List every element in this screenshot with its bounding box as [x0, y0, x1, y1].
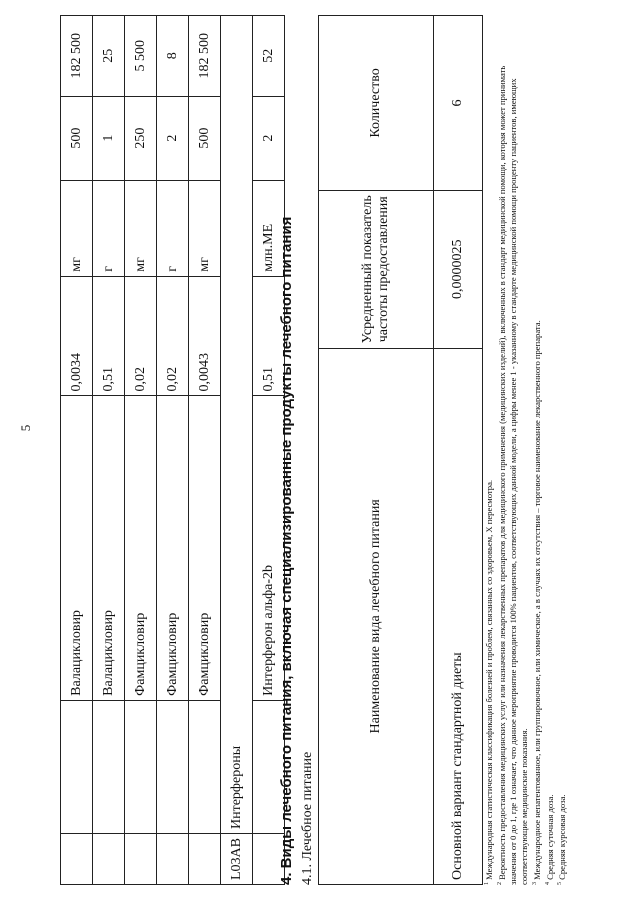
group-cell: [189, 700, 221, 833]
sod-cell: 500: [61, 96, 93, 180]
sod-cell: 500: [189, 96, 221, 180]
atc-code-cell: [157, 834, 189, 885]
atc-code-cell: [189, 834, 221, 885]
page-number: 5: [18, 424, 33, 432]
rotated-content: [60, 15, 620, 885]
sod-cell: 250: [125, 96, 157, 180]
frequency-cell: 0,0043: [189, 276, 221, 396]
footnote: [482, 35, 495, 885]
table-row: [189, 16, 221, 885]
table-row: [157, 16, 189, 885]
footnote-text: Вероятность предоставления медицинских услуг или назначения лекарственных препаратов для медицинского применения (медицинских изделий), включенных в стандарт медицинской помощи, которая может принимать значения от 0 до 1, где 1 означает, что данное мероприятие проводится 100% пациентов, соответствующих данной модели, а цифры менее 1 - указанному в стандарте медицинской помощи проценту пациентов, имеющих соответствующие медицинские показания.: [496, 65, 529, 885]
footnote: [495, 35, 530, 885]
table-row: [61, 16, 93, 885]
skd-cell: 182 500: [189, 16, 221, 97]
drug-table: [60, 15, 285, 885]
drug-name-cell: Валацикловир: [61, 396, 93, 700]
sod-cell: 2: [157, 96, 189, 180]
skd-cell: 5 500: [125, 16, 157, 97]
diet-name-header: Наименование вида лечебного питания: [319, 348, 434, 884]
sod-cell: 1: [93, 96, 125, 180]
diet-quantity-header: Количество: [319, 16, 434, 191]
group-cell: [61, 700, 93, 833]
drug-name-cell: Фамцикловир: [189, 396, 221, 700]
footnote: [530, 35, 543, 885]
group-cell: [157, 700, 189, 833]
group-cell: [93, 700, 125, 833]
unit-cell: млн.МЕ: [253, 180, 285, 276]
footnote-text: Международное непатентованное, или группировочное, или химическое, а в случаях их отсутствия – торговое наименование лекарственного препарата.: [531, 320, 542, 880]
footnote-text: Средняя суточная доза.: [544, 794, 555, 880]
unit-cell: г: [93, 180, 125, 276]
sod-cell: 2: [253, 96, 285, 180]
atc-code-cell: [125, 834, 157, 885]
footnote-mark: 4: [544, 882, 551, 885]
frequency-cell: 0,0034: [61, 276, 93, 396]
footnote-text: Международная статистическая классификация болезней и проблем, связанных со здоровьем, X пересмотра.: [483, 479, 494, 880]
drug-name-cell: Фамцикловир: [125, 396, 157, 700]
table-row-group: [221, 16, 253, 885]
frequency-cell: 0,51: [93, 276, 125, 396]
skd-cell: 52: [253, 16, 285, 97]
footnote-mark: 1: [484, 882, 490, 885]
unit-cell: мг: [125, 180, 157, 276]
table-row: [434, 16, 483, 885]
diet-quantity-cell: 6: [434, 16, 483, 191]
diet-frequency-header: Усредненный показатель частоты предоставления: [319, 190, 434, 348]
unit-cell: г: [157, 180, 189, 276]
unit-cell: мг: [189, 180, 221, 276]
footnote-mark: 2: [496, 882, 503, 885]
unit-cell: мг: [61, 180, 93, 276]
skd-cell: 25: [93, 16, 125, 97]
frequency-cell: 0,02: [157, 276, 189, 396]
frequency-cell: 0,02: [125, 276, 157, 396]
footnote-mark: 5: [557, 882, 564, 885]
frequency-cell: 0,51: [253, 276, 285, 396]
atc-code-cell: L03AB: [221, 834, 253, 885]
footnote-text: Средняя курсовая доза.: [557, 794, 568, 880]
footnote: [543, 35, 556, 885]
group-cell: Интерфероны: [221, 16, 253, 834]
drug-name-cell: Интерферон альфа-2b: [253, 396, 285, 700]
skd-cell: 182 500: [61, 16, 93, 97]
atc-code-cell: [93, 834, 125, 885]
diet-table-header: [319, 16, 434, 885]
footnotes: [482, 35, 568, 885]
footnote: [555, 35, 568, 885]
diet-name-cell: Основной вариант стандартной диеты: [434, 348, 483, 884]
section-title: 4. Виды лечебного питания, включая специализированные продукты лечебного питания: [278, 216, 295, 885]
drug-name-cell: Валацикловир: [93, 396, 125, 700]
table-row: [93, 16, 125, 885]
diet-frequency-cell: 0,0000025: [434, 190, 483, 348]
atc-code-cell: [61, 834, 93, 885]
diet-table: [318, 15, 483, 885]
footnote-mark: 3: [531, 882, 538, 885]
drug-name-cell: Фамцикловир: [157, 396, 189, 700]
group-cell: [125, 700, 157, 833]
drug-table-body: [61, 16, 285, 885]
skd-cell: 8: [157, 16, 189, 97]
subsection-title: 4.1. Лечебное питание: [300, 751, 315, 885]
table-row: [125, 16, 157, 885]
